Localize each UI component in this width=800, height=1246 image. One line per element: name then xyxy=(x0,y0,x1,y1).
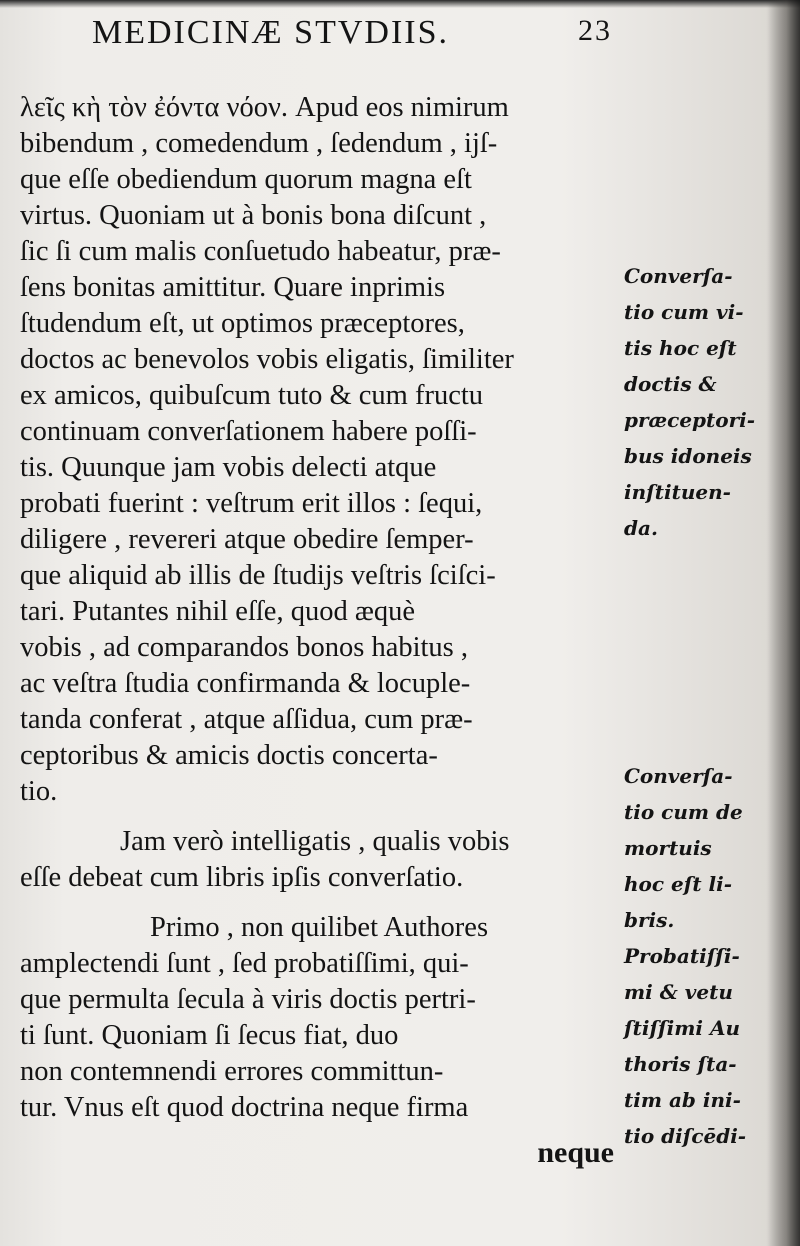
text-line xyxy=(20,946,614,982)
text-line-content: amplectendi ſunt , ſed probatiſſimi, qui- xyxy=(20,948,469,979)
text-line-content: Primo , non quilibet Authores xyxy=(150,912,489,943)
text-line-content: tur. Vnus eſt quod doctrina neque firma xyxy=(20,1092,469,1123)
margin-note-line: ſtiſſimi Au xyxy=(624,1016,741,1040)
margin-note-line: bris. xyxy=(624,908,675,932)
text-line-content: que aliquid ab illis de ſtudijs veſtris ſciſci- xyxy=(20,560,496,591)
text-line-content: Jam verò intelligatis , qualis vobis xyxy=(120,826,510,857)
text-line-content: doctos ac benevolos vobis eligatis, ſimiliter xyxy=(20,344,514,375)
text-line xyxy=(20,666,614,702)
text-line xyxy=(20,774,614,810)
margin-note-line: bus idoneis xyxy=(624,444,752,468)
text-line xyxy=(20,378,614,414)
text-line xyxy=(20,162,614,198)
text-line-content: continuam converſationem habere poſſi- xyxy=(20,416,477,447)
text-line xyxy=(20,1018,614,1054)
text-line-content: diligere , revereri atque obedire ſemper- xyxy=(20,524,474,555)
margin-note-conversation-living xyxy=(624,258,774,546)
catchword: neque xyxy=(537,1136,614,1169)
text-line-content: virtus. Quoniam ut à bonis bona diſcunt , xyxy=(20,200,487,231)
margin-note-line: Converſa- xyxy=(624,764,733,788)
text-line-content: ſic ſi cum malis conſuetudo habeatur, præ- xyxy=(20,236,501,267)
text-line-content: λεῖς κὴ τὸν ἐόντα νόον. Apud eos nimirum xyxy=(20,92,509,123)
margin-note-line: thoris ſta- xyxy=(624,1052,737,1076)
margin-note-line: tio cum de xyxy=(624,800,743,824)
text-line xyxy=(20,522,614,558)
margin-note-line: inſtituen- xyxy=(624,480,731,504)
text-line xyxy=(20,90,614,126)
text-line-content: ac veſtra ſtudia confirmanda & locuple- xyxy=(20,668,471,699)
text-line xyxy=(20,630,614,666)
text-line xyxy=(20,450,614,486)
margin-note-line: tio diſcēdi- xyxy=(624,1124,747,1148)
margin-note-line: Probatiſſi- xyxy=(624,944,740,968)
text-line xyxy=(20,702,614,738)
text-line xyxy=(20,414,614,450)
margin-note-line: tis hoc eſt xyxy=(624,336,737,360)
text-line-content: tis. Quunque jam vobis delecti atque xyxy=(20,452,437,483)
margin-note-line: hoc eſt li- xyxy=(624,872,733,896)
text-line xyxy=(20,234,614,270)
text-line-content: que permulta ſecula à viris doctis pertri- xyxy=(20,984,476,1015)
text-line xyxy=(20,306,614,342)
margin-note-line: mortuis xyxy=(624,836,712,860)
margin-note-line: præceptori- xyxy=(624,408,756,432)
margin-note-conversation-books xyxy=(624,758,774,1154)
margin-note-line: mi & vetu xyxy=(624,980,733,1004)
margin-note-line: Converſa- xyxy=(624,264,733,288)
text-line xyxy=(20,342,614,378)
margin-note-line: da. xyxy=(624,516,658,540)
text-line-content: non contemnendi errores committun- xyxy=(20,1056,444,1087)
page-top-shadow xyxy=(0,0,800,8)
text-line xyxy=(20,860,614,896)
text-line-content: ceptoribus & amicis doctis concerta- xyxy=(20,740,438,771)
text-line-content: ſens bonitas amittitur. Quare inprimis xyxy=(20,272,446,303)
text-line-content: ſtudendum eſt, ut optimos præceptores, xyxy=(20,308,465,339)
margin-note-line: tio cum vi- xyxy=(624,300,744,324)
text-line xyxy=(20,982,614,1018)
text-line-content: tari. Putantes nihil eſſe, quod æquè xyxy=(20,596,415,627)
text-line-content: probati fuerint : veſtrum erit illos : ſequi, xyxy=(20,488,483,519)
text-line-content: que eſſe obediendum quorum magna eſt xyxy=(20,164,472,195)
text-line-content: ex amicos, quibuſcum tuto & cum fructu xyxy=(20,380,484,411)
running-title: MEDICINÆ STVDIIS. xyxy=(92,14,449,51)
text-line xyxy=(20,824,614,860)
text-line xyxy=(20,1054,614,1090)
text-line xyxy=(20,198,614,234)
margin-note-line: doctis & xyxy=(624,372,717,396)
text-line xyxy=(20,486,614,522)
text-line-content: tanda conferat , atque aſſidua, cum præ- xyxy=(20,704,473,735)
text-line-content: bibendum , comedendum , ſedendum , ijſ- xyxy=(20,128,498,159)
page-edge-shadow xyxy=(766,0,800,1246)
text-line-content: eſſe debeat cum libris ipſis converſatio. xyxy=(20,862,464,893)
text-line xyxy=(20,558,614,594)
text-line xyxy=(20,126,614,162)
page-number: 23 xyxy=(578,14,612,47)
text-line xyxy=(20,910,614,946)
text-line xyxy=(20,1090,614,1126)
text-line xyxy=(20,738,614,774)
body-text xyxy=(20,90,614,1126)
margin-note-line: tim ab ini- xyxy=(624,1088,741,1112)
running-header xyxy=(92,14,612,58)
text-line xyxy=(20,270,614,306)
text-line-content: tio. xyxy=(20,776,58,807)
text-line-content: ti ſunt. Quoniam ſi ſecus fiat, duo xyxy=(20,1020,399,1051)
text-line xyxy=(20,594,614,630)
text-line-content: vobis , ad comparandos bonos habitus , xyxy=(20,632,469,663)
